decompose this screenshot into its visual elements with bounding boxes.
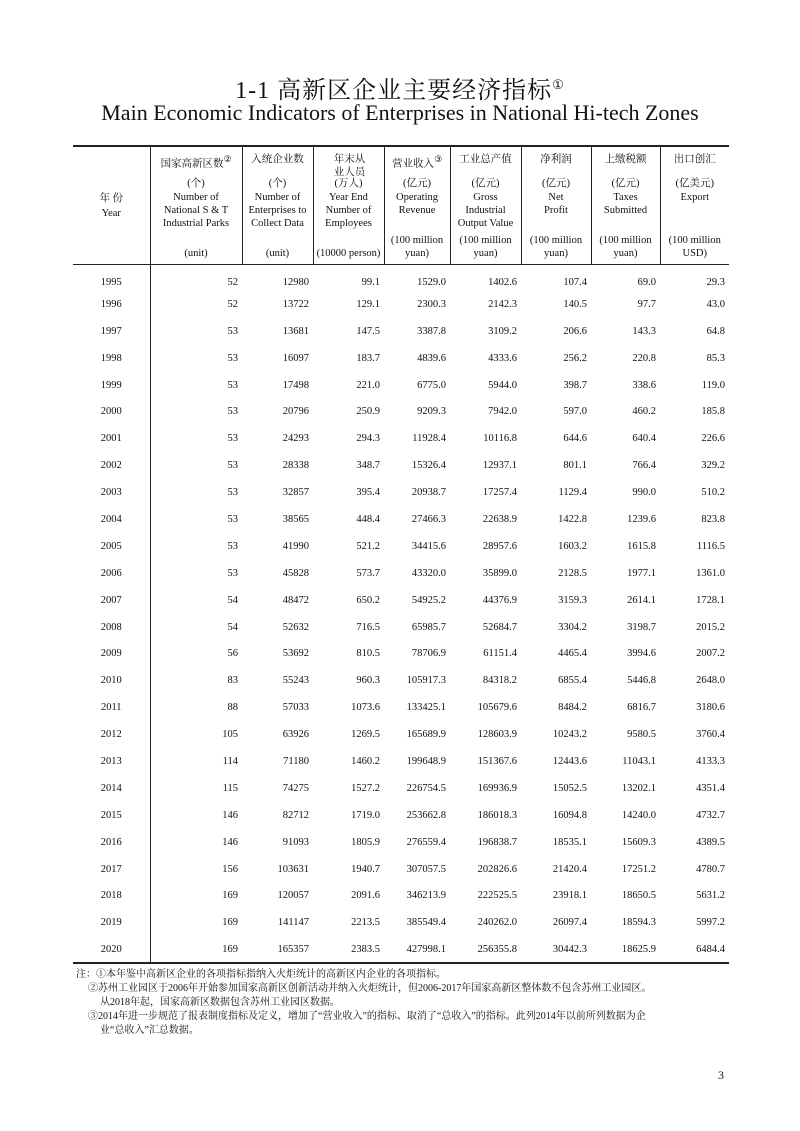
year-cell: 2015 xyxy=(100,809,122,821)
value-cell: 61151.4 xyxy=(483,648,517,660)
value-cell: 3109.2 xyxy=(488,325,517,337)
table-row xyxy=(73,291,729,318)
value-cell: 276559.4 xyxy=(406,836,446,848)
value-cell: 133425.1 xyxy=(406,702,446,714)
footnote-line: 业“总收入”汇总数据。 xyxy=(100,1025,199,1036)
value-cell: 226.6 xyxy=(701,433,725,445)
value-cell: 71180 xyxy=(283,755,309,767)
value-cell: 1615.8 xyxy=(627,540,656,552)
value-cell: 9580.5 xyxy=(627,729,656,741)
value-cell: 53 xyxy=(150,533,242,560)
value-cell: 766.4 xyxy=(632,460,656,472)
value-cell: 2007.2 xyxy=(696,648,725,660)
table-row xyxy=(73,560,729,587)
value-cell: 52684.7 xyxy=(482,621,517,633)
value-cell: 23918.1 xyxy=(552,890,587,902)
year-cell: 2001 xyxy=(100,433,122,445)
value-cell: 4732.7 xyxy=(696,809,725,821)
value-cell: 48472 xyxy=(282,594,309,606)
value-cell: 2614.1 xyxy=(627,594,656,606)
value-cell: 10116.8 xyxy=(483,433,517,445)
value-cell: 21420.4 xyxy=(552,863,587,875)
header-parks: 国家高新区数② (个) Number of National S & T Industrial Parks (unit) xyxy=(150,146,242,264)
year-cell: 2009 xyxy=(100,648,122,660)
table-row xyxy=(73,318,729,345)
value-cell: 30442.3 xyxy=(521,936,591,963)
indicators-table xyxy=(73,145,729,964)
footnote-line: 从2018年起，国家高新区数据包含苏州工业园区数据。 xyxy=(100,997,340,1008)
value-cell: 4465.4 xyxy=(558,648,587,660)
value-cell: 650.2 xyxy=(356,594,380,606)
header-export: 出口创汇 (亿美元) Export (100 million USD) xyxy=(660,146,729,264)
value-cell: 1269.5 xyxy=(351,729,380,741)
value-cell: 716.5 xyxy=(356,621,380,633)
table-row xyxy=(73,775,729,802)
value-cell: 1527.2 xyxy=(351,782,380,794)
value-cell: 52 xyxy=(150,264,242,291)
value-cell: 6775.0 xyxy=(417,379,446,391)
table-row xyxy=(73,479,729,506)
value-cell: 3994.6 xyxy=(627,648,656,660)
year-cell: 2019 xyxy=(100,917,122,929)
value-cell: 13681 xyxy=(282,325,309,337)
value-cell: 140.5 xyxy=(563,298,587,310)
year-cell: 1996 xyxy=(100,298,122,310)
value-cell: 18650.5 xyxy=(621,890,656,902)
value-cell: 78706.9 xyxy=(411,648,446,660)
value-cell: 54 xyxy=(150,614,242,641)
value-cell: 53 xyxy=(150,452,242,479)
value-cell: 18535.1 xyxy=(552,836,587,848)
value-cell: 146 xyxy=(150,802,242,829)
year-cell: 2003 xyxy=(100,487,122,499)
value-cell: 151367.6 xyxy=(477,755,517,767)
table-body xyxy=(73,264,729,963)
value-cell: 220.8 xyxy=(632,352,656,364)
value-cell: 169936.9 xyxy=(477,782,517,794)
value-cell: 3760.4 xyxy=(696,729,725,741)
value-cell: 2128.5 xyxy=(558,567,587,579)
table-row xyxy=(73,667,729,694)
value-cell: 7942.0 xyxy=(488,406,517,418)
value-cell: 128603.9 xyxy=(477,729,517,741)
value-cell: 597.0 xyxy=(563,406,587,418)
value-cell: 28338 xyxy=(282,460,309,472)
value-cell: 510.2 xyxy=(701,487,725,499)
header-profit: 净利润 (亿元) Net Profit (100 million yuan) xyxy=(521,146,591,264)
value-cell: 53 xyxy=(150,560,242,587)
year-cell: 2020 xyxy=(73,936,150,963)
value-cell: 9209.3 xyxy=(417,406,446,418)
value-cell: 5631.2 xyxy=(696,890,725,902)
table-row xyxy=(73,372,729,399)
value-cell: 165357 xyxy=(242,936,313,963)
year-cell: 2008 xyxy=(100,621,122,633)
value-cell: 32857 xyxy=(282,487,309,499)
value-cell: 1460.2 xyxy=(351,755,380,767)
value-cell: 169 xyxy=(150,882,242,909)
value-cell: 28957.6 xyxy=(482,540,517,552)
table-row xyxy=(73,587,729,614)
value-cell: 12443.6 xyxy=(552,755,587,767)
value-cell: 427998.1 xyxy=(384,936,450,963)
value-cell: 1361.0 xyxy=(696,567,725,579)
value-cell: 307057.5 xyxy=(406,863,446,875)
value-cell: 146 xyxy=(150,829,242,856)
year-cell: 2002 xyxy=(100,460,122,472)
value-cell: 1719.0 xyxy=(351,809,380,821)
value-cell: 221.0 xyxy=(356,379,380,391)
value-cell: 348.7 xyxy=(356,460,380,472)
value-cell: 11043.1 xyxy=(622,755,656,767)
year-cell: 2014 xyxy=(100,782,122,794)
value-cell: 85.3 xyxy=(706,352,725,364)
value-cell: 147.5 xyxy=(356,325,380,337)
value-cell: 573.7 xyxy=(356,567,380,579)
value-cell: 185.8 xyxy=(701,406,725,418)
value-cell: 640.4 xyxy=(632,433,656,445)
value-cell: 97.7 xyxy=(637,298,656,310)
value-cell: 156 xyxy=(150,856,242,883)
table-row xyxy=(73,936,729,963)
year-cell: 1995 xyxy=(100,277,122,289)
value-cell: 119.0 xyxy=(701,379,725,391)
value-cell: 1940.7 xyxy=(351,863,380,875)
value-cell: 183.7 xyxy=(356,352,380,364)
value-cell: 460.2 xyxy=(632,406,656,418)
value-cell: 13202.1 xyxy=(621,782,656,794)
year-cell: 1997 xyxy=(100,325,122,337)
value-cell: 6855.4 xyxy=(558,675,587,687)
header-taxes: 上缴税额 (亿元) Taxes Submitted (100 million yuan) xyxy=(591,146,660,264)
value-cell: 64.8 xyxy=(706,325,725,337)
value-cell: 202826.6 xyxy=(477,863,517,875)
year-cell: 2011 xyxy=(100,702,122,714)
value-cell: 74275 xyxy=(282,782,309,794)
year-cell: 2007 xyxy=(100,594,122,606)
value-cell: 114 xyxy=(150,748,242,775)
year-cell: 2005 xyxy=(100,540,122,552)
value-cell: 338.6 xyxy=(632,379,656,391)
header-enterprises: 入统企业数 (个) Number of Enterprises to Collect Data (unit) xyxy=(242,146,313,264)
value-cell: 63926 xyxy=(282,729,309,741)
table-row xyxy=(73,909,729,936)
value-cell: 15326.4 xyxy=(411,460,446,472)
header-employees: 年末从业人员 (万人) Year End Number of Employees (10000 person) xyxy=(313,146,384,264)
year-cell: 1998 xyxy=(100,352,122,364)
value-cell: 1603.2 xyxy=(558,540,587,552)
value-cell: 43320.0 xyxy=(411,567,446,579)
value-cell: 186018.3 xyxy=(477,809,517,821)
value-cell: 250.9 xyxy=(356,406,380,418)
table-row xyxy=(73,425,729,452)
table-row xyxy=(73,694,729,721)
value-cell: 55243 xyxy=(282,675,309,687)
year-cell: 2013 xyxy=(100,755,122,767)
value-cell: 12937.1 xyxy=(482,460,517,472)
value-cell: 26097.4 xyxy=(552,917,587,929)
value-cell: 226754.5 xyxy=(406,782,446,794)
value-cell: 12980 xyxy=(282,277,309,289)
header-output: 工业总产值 (亿元) Gross Industrial Output Value (100 million yuan) xyxy=(450,146,521,264)
value-cell: 120057 xyxy=(277,890,309,902)
value-cell: 1728.1 xyxy=(696,594,725,606)
value-cell: 346213.9 xyxy=(406,890,446,902)
value-cell: 14240.0 xyxy=(621,809,656,821)
value-cell: 103631 xyxy=(277,863,309,875)
footnote-line: ②苏州工业园区于2006年开始参加国家高新区创新活动并纳入火炬统计，但2006-2017年国家高新区整体数不包含苏州工业园区。 xyxy=(88,983,652,994)
value-cell: 1073.6 xyxy=(351,702,380,714)
value-cell: 1977.1 xyxy=(627,567,656,579)
value-cell: 41990 xyxy=(282,540,309,552)
table-row xyxy=(73,748,729,775)
value-cell: 34415.6 xyxy=(411,540,446,552)
year-cell: 2016 xyxy=(100,836,122,848)
value-cell: 20938.7 xyxy=(411,487,446,499)
year-cell: 2000 xyxy=(100,406,122,418)
table-row xyxy=(73,856,729,883)
value-cell: 53 xyxy=(150,479,242,506)
table-title-cn: 1-1 高新区企业主要经济指标① xyxy=(235,77,565,104)
value-cell: 22638.9 xyxy=(482,513,517,525)
value-cell: 141147 xyxy=(277,917,309,929)
table-row xyxy=(73,506,729,533)
value-cell: 2648.0 xyxy=(696,675,725,687)
value-cell: 521.2 xyxy=(356,540,380,552)
value-cell: 54925.2 xyxy=(411,594,446,606)
value-cell: 105 xyxy=(150,721,242,748)
value-cell: 810.5 xyxy=(356,648,380,660)
year-cell: 1999 xyxy=(100,379,122,391)
value-cell: 53692 xyxy=(282,648,309,660)
value-cell: 448.4 xyxy=(356,513,380,525)
value-cell: 4839.6 xyxy=(417,352,446,364)
value-cell: 99.1 xyxy=(361,277,380,289)
value-cell: 52 xyxy=(150,291,242,318)
value-cell: 8484.2 xyxy=(558,702,587,714)
table-row xyxy=(73,829,729,856)
value-cell: 4780.7 xyxy=(696,863,725,875)
value-cell: 1129.4 xyxy=(558,487,587,499)
value-cell: 5446.8 xyxy=(627,675,656,687)
value-cell: 169 xyxy=(150,936,242,963)
value-cell: 53 xyxy=(150,318,242,345)
table-title-en: Main Economic Indicators of Enterprises in National Hi-tech Zones xyxy=(101,100,699,125)
value-cell: 165689.9 xyxy=(406,729,446,741)
value-cell: 143.3 xyxy=(632,325,656,337)
value-cell: 88 xyxy=(150,694,242,721)
value-cell: 4133.3 xyxy=(696,755,725,767)
value-cell: 3198.7 xyxy=(627,621,656,633)
value-cell: 644.6 xyxy=(563,433,587,445)
value-cell: 17498 xyxy=(282,379,309,391)
year-cell: 2006 xyxy=(100,567,122,579)
value-cell: 11928.4 xyxy=(412,433,446,445)
value-cell: 18625.9 xyxy=(591,936,660,963)
value-cell: 129.1 xyxy=(356,298,380,310)
value-cell: 4333.6 xyxy=(488,352,517,364)
value-cell: 82712 xyxy=(282,809,309,821)
table-row xyxy=(73,882,729,909)
value-cell: 6484.4 xyxy=(660,936,729,963)
value-cell: 35899.0 xyxy=(482,567,517,579)
value-cell: 16097 xyxy=(282,352,309,364)
table-row xyxy=(73,264,729,291)
value-cell: 53 xyxy=(150,345,242,372)
footnote-line: ③2014年进一步规范了报表制度指标及定义，增加了“营业收入”的指标、取消了“总收入”的指标。此列2014年以前所列数据为企 xyxy=(88,1011,646,1022)
footnotes xyxy=(76,968,736,1038)
value-cell: 20796 xyxy=(282,406,309,418)
table-row xyxy=(73,533,729,560)
value-cell: 385549.4 xyxy=(406,917,446,929)
value-cell: 69.0 xyxy=(637,277,656,289)
value-cell: 1422.8 xyxy=(558,513,587,525)
page-number: 3 xyxy=(718,1068,724,1082)
table-row xyxy=(73,614,729,641)
value-cell: 4389.5 xyxy=(696,836,725,848)
value-cell: 1805.9 xyxy=(351,836,380,848)
value-cell: 44376.9 xyxy=(482,594,517,606)
value-cell: 107.4 xyxy=(563,277,587,289)
value-cell: 38565 xyxy=(282,513,309,525)
value-cell: 2015.2 xyxy=(696,621,725,633)
value-cell: 823.8 xyxy=(701,513,725,525)
value-cell: 960.3 xyxy=(356,675,380,687)
title-footnote-mark: ① xyxy=(552,77,565,92)
value-cell: 17257.4 xyxy=(482,487,517,499)
table-row xyxy=(73,345,729,372)
value-cell: 83 xyxy=(150,667,242,694)
value-cell: 17251.2 xyxy=(621,863,656,875)
value-cell: 10243.2 xyxy=(552,729,587,741)
year-cell: 2010 xyxy=(100,675,122,687)
value-cell: 2300.3 xyxy=(417,298,446,310)
value-cell: 16094.8 xyxy=(552,809,587,821)
value-cell: 1116.5 xyxy=(696,540,725,552)
value-cell: 240262.0 xyxy=(477,917,517,929)
value-cell: 56 xyxy=(150,640,242,667)
value-cell: 53 xyxy=(150,425,242,452)
value-cell: 57033 xyxy=(282,702,309,714)
value-cell: 105917.3 xyxy=(406,675,446,687)
value-cell: 13722 xyxy=(282,298,309,310)
value-cell: 199648.9 xyxy=(406,755,446,767)
header-revenue: 营业收入③ (亿元) Operating Revenue (100 million yuan) xyxy=(384,146,450,264)
table-row xyxy=(73,802,729,829)
value-cell: 43.0 xyxy=(706,298,725,310)
value-cell: 105679.6 xyxy=(477,702,517,714)
value-cell: 3180.6 xyxy=(696,702,725,714)
value-cell: 2213.5 xyxy=(351,917,380,929)
value-cell: 2091.6 xyxy=(351,890,380,902)
year-cell: 2012 xyxy=(100,729,122,741)
year-cell: 2017 xyxy=(100,863,122,875)
value-cell: 91093 xyxy=(282,836,309,848)
value-cell: 2383.5 xyxy=(313,936,384,963)
value-cell: 54 xyxy=(150,587,242,614)
header-row xyxy=(73,146,729,264)
value-cell: 2142.3 xyxy=(488,298,517,310)
value-cell: 24293 xyxy=(282,433,309,445)
value-cell: 196838.7 xyxy=(477,836,517,848)
value-cell: 52632 xyxy=(282,621,309,633)
value-cell: 6816.7 xyxy=(627,702,656,714)
year-cell: 2004 xyxy=(100,513,122,525)
table-row xyxy=(73,640,729,667)
value-cell: 1529.0 xyxy=(417,277,446,289)
value-cell: 3304.2 xyxy=(558,621,587,633)
value-cell: 253662.8 xyxy=(406,809,446,821)
table-row xyxy=(73,452,729,479)
value-cell: 84318.2 xyxy=(482,675,517,687)
header-year: 年 份 Year xyxy=(73,146,150,264)
value-cell: 398.7 xyxy=(563,379,587,391)
value-cell: 3159.3 xyxy=(558,594,587,606)
value-cell: 169 xyxy=(150,909,242,936)
value-cell: 115 xyxy=(150,775,242,802)
value-cell: 53 xyxy=(150,398,242,425)
value-cell: 29.3 xyxy=(706,277,725,289)
value-cell: 5944.0 xyxy=(488,379,517,391)
table-row xyxy=(73,721,729,748)
value-cell: 801.1 xyxy=(563,460,587,472)
value-cell: 206.6 xyxy=(563,325,587,337)
value-cell: 15052.5 xyxy=(552,782,587,794)
value-cell: 45828 xyxy=(282,567,309,579)
year-cell: 2018 xyxy=(100,890,122,902)
value-cell: 1402.6 xyxy=(488,277,517,289)
value-cell: 18594.3 xyxy=(621,917,656,929)
value-cell: 329.2 xyxy=(701,460,725,472)
value-cell: 3387.8 xyxy=(417,325,446,337)
value-cell: 53 xyxy=(150,372,242,399)
table-row xyxy=(73,398,729,425)
value-cell: 1239.6 xyxy=(627,513,656,525)
value-cell: 395.4 xyxy=(356,487,380,499)
value-cell: 27466.3 xyxy=(411,513,446,525)
value-cell: 4351.4 xyxy=(696,782,725,794)
value-cell: 15609.3 xyxy=(621,836,656,848)
value-cell: 294.3 xyxy=(356,433,380,445)
value-cell: 5997.2 xyxy=(696,917,725,929)
value-cell: 65985.7 xyxy=(411,621,446,633)
value-cell: 222525.5 xyxy=(477,890,517,902)
value-cell: 256.2 xyxy=(563,352,587,364)
value-cell: 53 xyxy=(150,506,242,533)
value-cell: 256355.8 xyxy=(450,936,521,963)
value-cell: 990.0 xyxy=(632,487,656,499)
footnote-line: 注：①本年鉴中高新区企业的各项指标指纳入火炬统计的高新区内企业的各项指标。 xyxy=(76,969,446,980)
